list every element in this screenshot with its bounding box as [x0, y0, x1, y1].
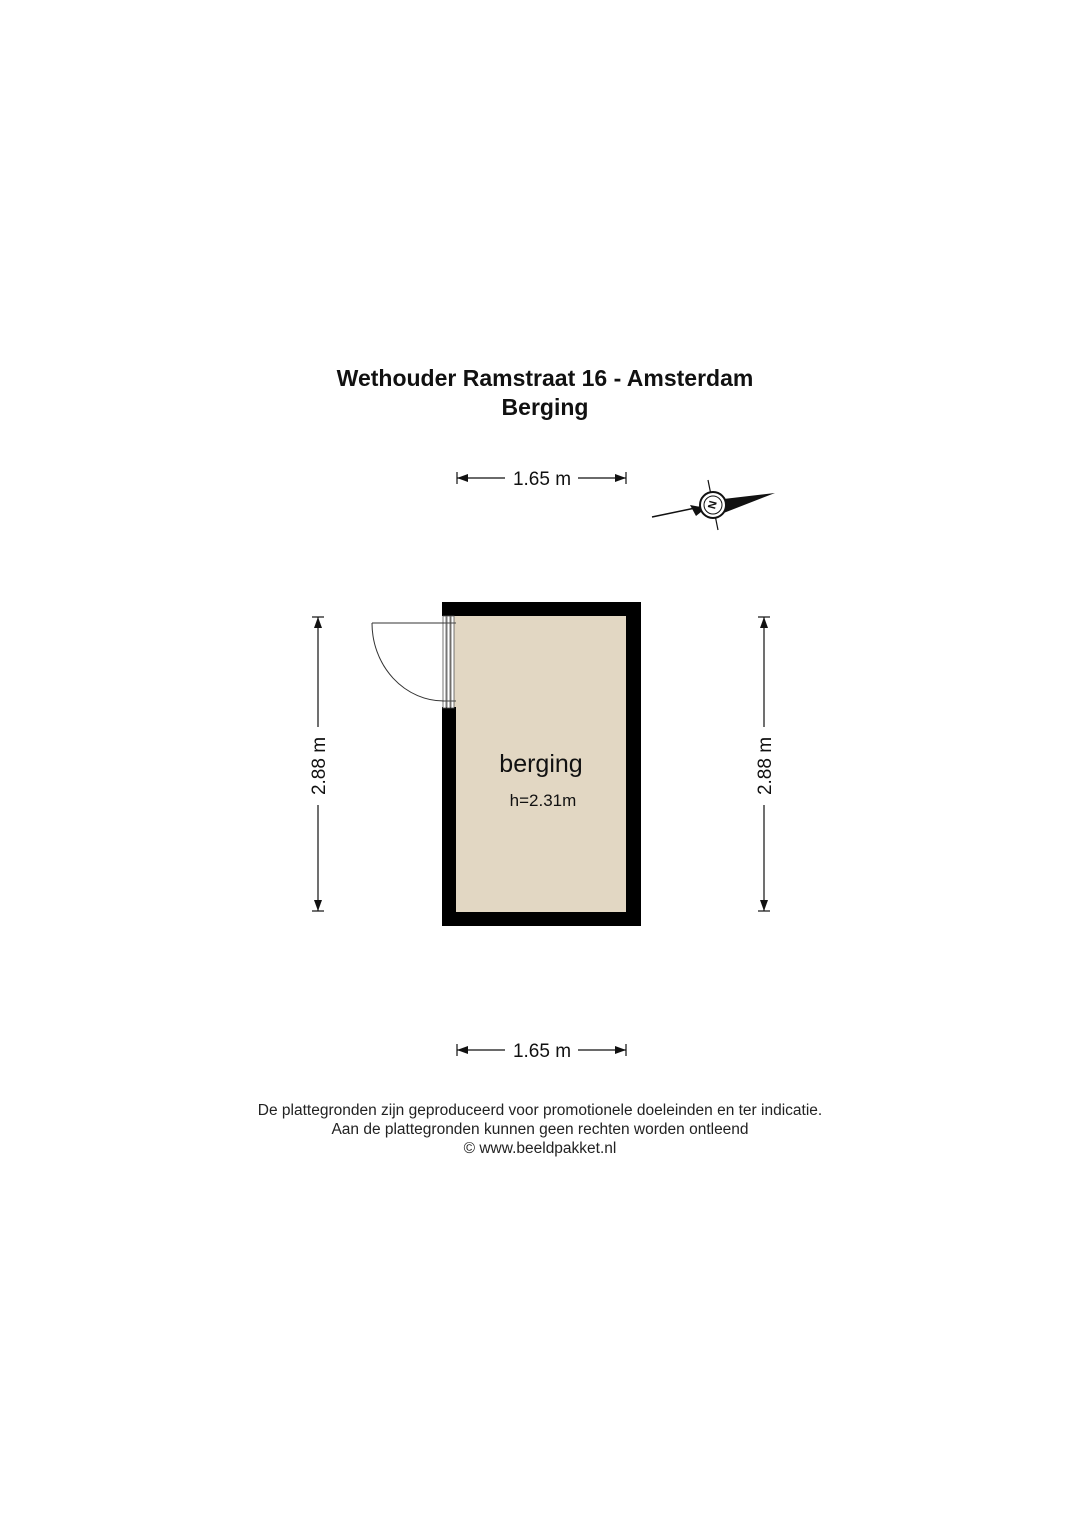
compass-rose-icon — [652, 480, 775, 530]
plan-address-title: Wethouder Ramstraat 16 - Amsterdam — [336, 365, 754, 391]
room-height-label: h=2.31m — [509, 791, 577, 810]
dimension-top-label: 1.65 m — [512, 469, 572, 490]
wall-bottom — [442, 912, 641, 926]
door — [372, 616, 456, 708]
room-name-label: berging — [499, 750, 583, 778]
dimension-bottom — [457, 1041, 626, 1062]
disclaimer-line-1: De plattegronden zijn geproduceerd voor promotionele doeleinden en ter indicatie. — [257, 1102, 823, 1119]
dimension-left-label: 2.88 m — [309, 736, 330, 796]
wall-top — [442, 602, 641, 616]
wall-right — [626, 602, 641, 926]
copyright-line: © www.beeldpakket.nl — [463, 1140, 617, 1157]
plan-floor-title: Berging — [501, 394, 589, 420]
dimension-right-label: 2.88 m — [755, 736, 776, 796]
dimension-right — [755, 617, 776, 911]
room-berging — [372, 602, 641, 926]
dimension-left — [309, 617, 330, 911]
wall-left — [442, 707, 456, 926]
wall-corner — [442, 602, 456, 616]
dimension-bottom-label: 1.65 m — [512, 1041, 572, 1062]
dimension-top — [457, 469, 626, 490]
disclaimer-line-2: Aan de plattegronden kunnen geen rechten worden ontleend — [331, 1121, 749, 1138]
compass-north-label: N — [706, 499, 720, 511]
